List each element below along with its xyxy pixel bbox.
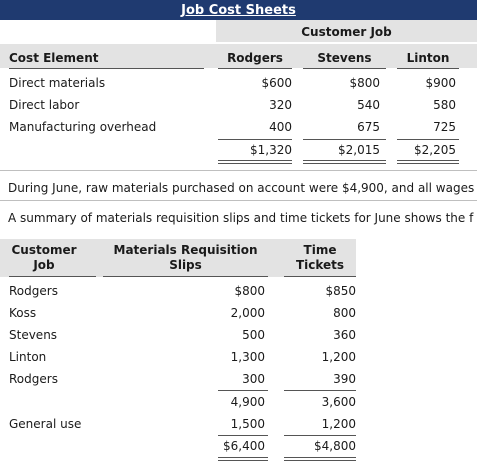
cell-time: 360 — [333, 328, 356, 342]
cost-element-header: Cost Element — [9, 51, 99, 65]
header-underline — [103, 276, 268, 277]
col-stevens-header: Stevens — [317, 51, 372, 65]
subtotal-materials: 4,900 — [230, 395, 265, 409]
row-label: Direct labor — [9, 98, 80, 112]
col-time-tickets-header: Tickets — [295, 258, 345, 272]
total-double-rule — [397, 160, 459, 164]
col-customer-job-header: Job — [33, 258, 55, 272]
header-underline — [397, 68, 459, 69]
col-customer-job-header: Customer — [11, 243, 77, 257]
cell-value: 580 — [433, 98, 456, 112]
subtotal-rule — [284, 390, 356, 391]
col-materials-header: Slips — [169, 258, 202, 272]
cell-value: $800 — [349, 76, 380, 90]
total-rule — [284, 435, 356, 436]
cell-time: 390 — [333, 372, 356, 386]
total-rule — [218, 139, 292, 140]
header-underline — [303, 68, 386, 69]
customer-job-header: Customer Job — [301, 25, 392, 39]
total-double-rule — [284, 457, 356, 461]
total-rule — [218, 435, 268, 436]
row-job: Stevens — [9, 328, 58, 342]
cell-materials: 500 — [242, 328, 265, 342]
row-label: Manufacturing overhead — [9, 120, 157, 134]
subtotal-time: 3,600 — [321, 395, 356, 409]
row-job: Linton — [9, 350, 47, 364]
total-double-rule — [218, 457, 268, 461]
col-materials-header: Materials Requisition — [113, 243, 258, 257]
row-job: Rodgers — [9, 284, 58, 298]
cell-value: $600 — [261, 76, 292, 90]
section-separator — [0, 200, 477, 201]
cell-time: 1,200 — [321, 417, 356, 431]
cell-value: 725 — [433, 120, 456, 134]
row-job: Rodgers — [9, 372, 58, 386]
cell-value: 675 — [357, 120, 380, 134]
paragraph-purchases: During June, raw materials purchased on account were $4,900, and all wages — [8, 181, 475, 195]
subtotal-rule — [218, 390, 268, 391]
cell-materials: $800 — [234, 284, 265, 298]
total-materials: $6,400 — [223, 439, 265, 453]
total-value: $1,320 — [250, 143, 292, 157]
cell-materials: 1,500 — [230, 417, 265, 431]
cell-time: 1,200 — [321, 350, 356, 364]
cell-materials: 1,300 — [230, 350, 265, 364]
header-underline — [9, 276, 96, 277]
header-underline — [218, 68, 292, 69]
cell-value: 400 — [269, 120, 292, 134]
col-rodgers-header: Rodgers — [227, 51, 283, 65]
total-rule — [397, 139, 459, 140]
total-double-rule — [303, 160, 386, 164]
row-job: Koss — [9, 306, 37, 320]
total-value: $2,015 — [338, 143, 380, 157]
cell-materials: 300 — [242, 372, 265, 386]
job-cost-sheets-title: Job Cost Sheets — [0, 0, 477, 20]
header-underline — [284, 276, 356, 277]
cell-materials: 2,000 — [230, 306, 265, 320]
col-linton-header: Linton — [406, 51, 450, 65]
cell-time: 800 — [333, 306, 356, 320]
total-double-rule — [218, 160, 292, 164]
total-value: $2,205 — [414, 143, 456, 157]
row-label: Direct materials — [9, 76, 106, 90]
cell-value: 320 — [269, 98, 292, 112]
cell-time: $850 — [325, 284, 356, 298]
section-separator — [0, 170, 477, 171]
total-rule — [303, 139, 386, 140]
total-time: $4,800 — [314, 439, 356, 453]
cell-value: 540 — [357, 98, 380, 112]
header-underline — [9, 68, 204, 69]
row-job: General use — [9, 417, 82, 431]
cell-value: $900 — [425, 76, 456, 90]
paragraph-summary: A summary of materials requisition slips and time tickets for June shows the f — [8, 211, 474, 225]
col-time-tickets-header: Time — [303, 243, 337, 257]
